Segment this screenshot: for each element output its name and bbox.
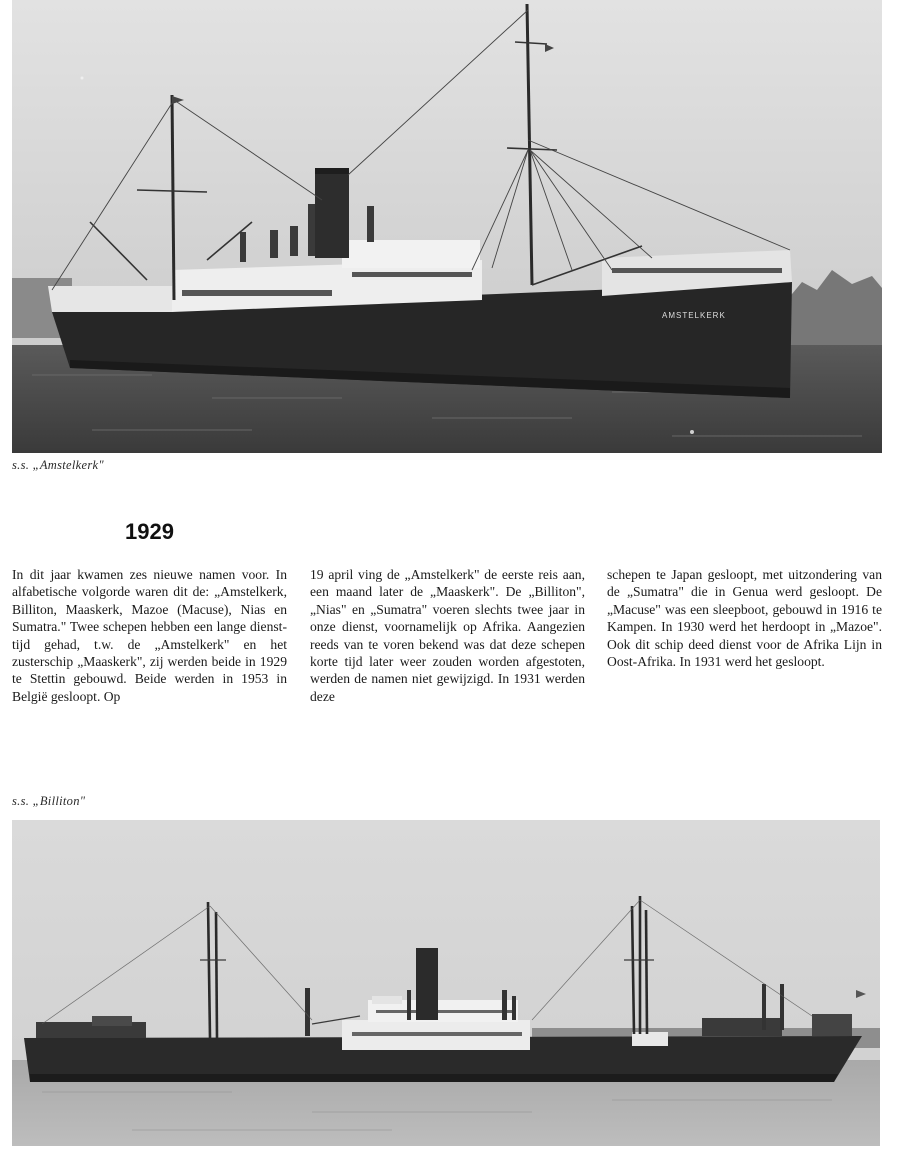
photo-amstelkerk xyxy=(12,0,882,453)
text-column-3: schepen te Japan gesloopt, met uitzondering van de „Sumatra" die in Genua werd gesloopt. De „Macuse" was een sleepboot, gebouwd in 1916 te Kampen. In 1930 werd het herdoopt in „Mazoe". Ook dit schip deed dienst voor de Afrika Lijn in Oost-Afrika. In 1931 werd het gesloopt. xyxy=(607,567,882,670)
amstelkerk-ship-illustration xyxy=(12,0,882,453)
year-heading: 1929 xyxy=(125,519,174,544)
text-column-2: 19 april ving de „Amstelkerk" de eerste reis aan, een maand later de „Maaskerk". De „Billiton", „Nias" en „Sumatra" voeren slechts twee jaar in onze dienst, voornamelijk op Afrika. Aangezien reeds van te voren bekend was dat deze schepen korte tijd later weer zouden worden afgestoten, werden de namen niet gewijzigd. In 1931 werden deze xyxy=(310,567,585,704)
caption-billiton: s.s. „Billiton" xyxy=(12,794,86,808)
text-column-1: In dit jaar kwamen zes nieuwe namen voor. In alfabetische volgorde waren dit de: „Amstelkerk, Billiton, Maaskerk, Mazoe (Macuse), Nias en Sumatra." Twee schepen hebben een lange diensttijd gehad, t.w. de „Amstelkerk" en het zusterschip „Maaskerk", zij werden beide in 1929 te Stettin gebouwd. Beide werden in 1953 in België gesloopt. Op xyxy=(12,567,287,704)
hull-name: AMSTELKERK xyxy=(662,311,726,320)
caption-amstelkerk: s.s. „Amstelkerk" xyxy=(12,458,104,472)
billiton-ship-illustration xyxy=(12,820,880,1146)
photo-billiton xyxy=(12,820,880,1146)
